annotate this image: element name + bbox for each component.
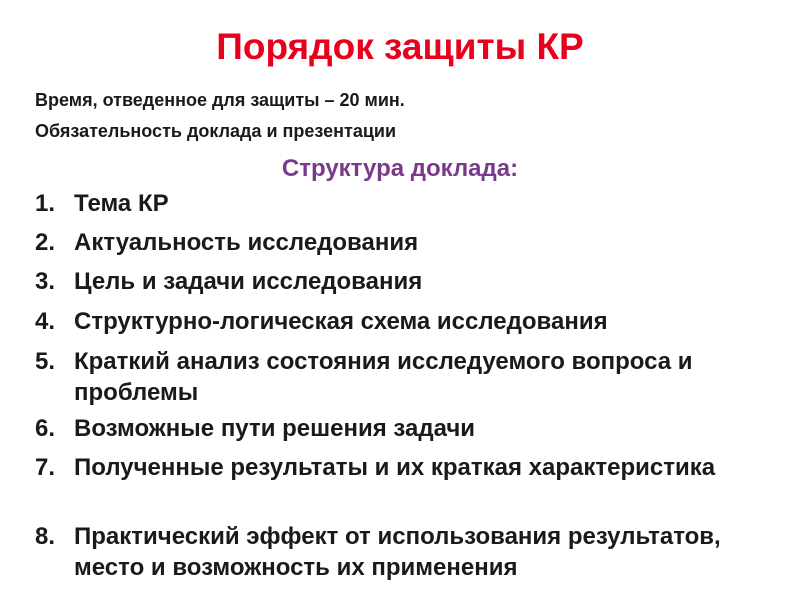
intro-line-time: Время, отведенное для защиты – 20 мин. (35, 90, 405, 110)
list-item-text: Тема КР (74, 190, 169, 217)
intro-line-requirement: Обязательность доклада и презентации (35, 121, 397, 141)
list-item-number: 4. (35, 308, 56, 335)
list-item-number: 7. (35, 454, 56, 481)
list-item-number: 6. (35, 415, 56, 442)
list-item-text: Актуальность исследования (74, 229, 419, 256)
list-item-text: Структурно-логическая схема исследования (74, 308, 608, 335)
list-item-number: 8. (35, 523, 56, 550)
list-item-text: Полученные результаты и их краткая характеристика (74, 454, 716, 481)
list-item-text: Краткий анализ состояния исследуемого вопроса и проблемы (74, 348, 693, 406)
list-item-number: 3. (35, 268, 56, 295)
list-item-number: 5. (35, 348, 56, 375)
list-item-number: 2. (35, 229, 56, 256)
list-item-text: Возможные пути решения задачи (74, 415, 476, 442)
list-item-number: 1. (35, 190, 56, 217)
list-item-text: Цель и задачи исследования (74, 268, 423, 295)
report-structure-heading: Структура доклада: (281, 155, 519, 182)
list-item-text: Практический эффект от использования результатов, место и возможность их применения (74, 523, 721, 581)
slide-title: Порядок защиты КР (216, 26, 584, 67)
